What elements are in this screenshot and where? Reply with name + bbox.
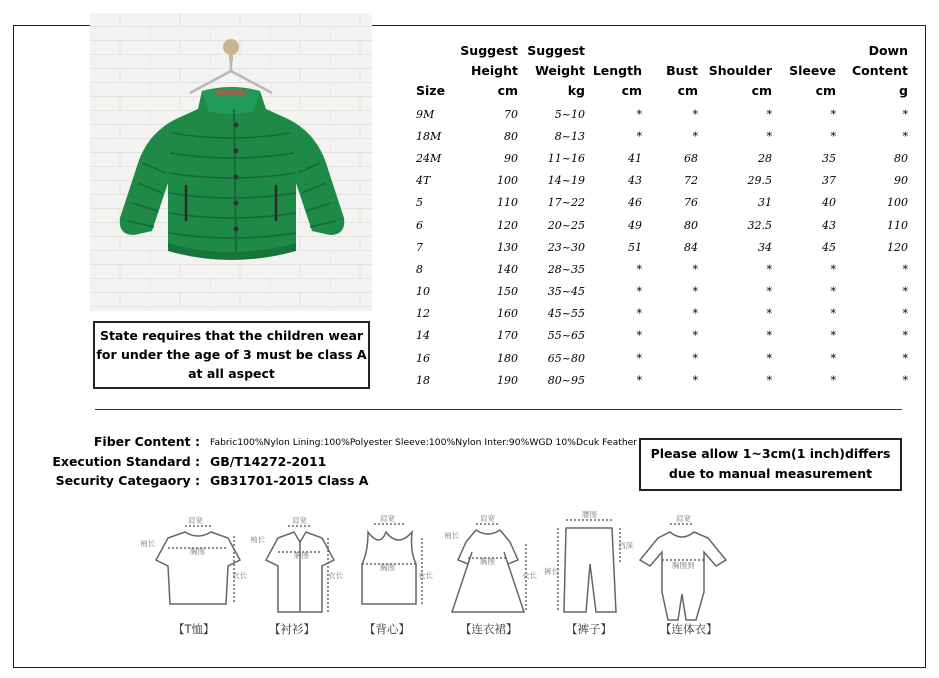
size-chart-cell: * [902, 129, 908, 143]
size-chart-cell: * [766, 351, 772, 365]
size-chart-cell: 65~80 [547, 351, 585, 365]
tshirt-sleeve-term: 袖长 [140, 539, 155, 548]
size-chart-header-line: Size [416, 83, 446, 98]
size-chart-cell: * [830, 329, 836, 343]
size-chart-row [416, 170, 908, 192]
size-chart-header-line: Content [852, 63, 908, 78]
size-chart-cell: 35 [822, 151, 836, 165]
size-chart-cell: 45 [822, 240, 836, 254]
pants-length-term: 裤长 [544, 567, 559, 576]
size-chart-row [416, 325, 908, 347]
size-chart-header-line: kg [567, 83, 585, 98]
size-chart-row [416, 236, 908, 258]
size-chart-header-cell [642, 41, 698, 103]
pants-waist-term: 腰围 [582, 510, 597, 519]
size-chart-cell: 11~16 [547, 151, 585, 165]
size-chart-cell: 49 [628, 218, 642, 232]
size-chart-cell: * [636, 351, 642, 365]
size-chart-row [416, 147, 908, 169]
size-chart-header-line: g [899, 83, 908, 98]
security-category-value: GB31701-2015 Class A [210, 473, 369, 488]
pants-outline-icon [564, 528, 616, 612]
size-chart-cell: * [692, 373, 698, 387]
size-chart-header-line: Down [868, 43, 908, 58]
shirt-sleeve-term: 袖长 [250, 535, 265, 544]
size-chart-row [416, 347, 908, 369]
size-chart-cell: 72 [684, 174, 698, 188]
size-chart-cell: * [766, 107, 772, 121]
measurement-diagram-illustrations [130, 508, 770, 638]
romper-label: 【连体衣】 [660, 622, 718, 636]
size-chart-cell: * [830, 107, 836, 121]
shirt-label: 【衬衫】 [269, 622, 315, 636]
size-chart-cell: 100 [497, 174, 518, 188]
size-chart-body [416, 103, 908, 391]
size-chart-cell: * [902, 329, 908, 343]
size-chart-cell: * [902, 285, 908, 299]
size-chart-cell: * [692, 329, 698, 343]
size-chart-header-cell [416, 41, 458, 103]
size-chart-cell: 120 [497, 218, 518, 232]
size-chart-header-line: Bust [666, 63, 698, 78]
shirt-length-term: 衣长 [328, 571, 343, 580]
size-chart-header-line: Height [470, 63, 518, 78]
size-chart-header-cell [772, 41, 836, 103]
size-chart-cell: * [692, 107, 698, 121]
size-chart-cell: 29.5 [747, 174, 772, 188]
size-chart-cell: * [902, 107, 908, 121]
size-chart-cell: 51 [628, 240, 642, 254]
tshirt-label: 【T恤】 [173, 622, 215, 636]
size-chart-cell: 90 [504, 151, 518, 165]
size-chart-cell: 6 [416, 218, 423, 232]
size-chart-cell: * [692, 285, 698, 299]
size-chart-cell: 150 [497, 285, 518, 299]
size-chart-cell: 45~55 [547, 307, 585, 321]
size-chart-row [416, 214, 908, 236]
size-chart-cell: * [692, 262, 698, 276]
size-chart-cell: 40 [822, 196, 836, 210]
tshirt-length-term: 衣长 [232, 571, 247, 580]
size-chart-cell: 90 [894, 174, 908, 188]
size-chart-cell: 70 [504, 107, 518, 121]
size-chart-cell: 41 [628, 151, 642, 165]
vest-shoulder-term: 肩宽 [380, 514, 395, 523]
size-chart-header-line: Length [592, 63, 642, 78]
section-divider [95, 409, 902, 410]
size-chart-row [416, 281, 908, 303]
size-chart-cell: 55~65 [547, 329, 585, 343]
size-chart-cell: 43 [822, 218, 836, 232]
size-chart-cell: * [636, 129, 642, 143]
size-chart-cell: 76 [684, 196, 698, 210]
size-chart-cell: 12 [416, 307, 430, 321]
size-chart-cell: * [636, 285, 642, 299]
vest-label: 【背心】 [364, 622, 410, 636]
size-chart-header-line: cm [621, 83, 642, 98]
size-chart-cell: 120 [887, 240, 908, 254]
size-chart-cell: 32.5 [747, 218, 772, 232]
size-chart-cell: * [692, 351, 698, 365]
size-chart-cell: * [830, 351, 836, 365]
size-chart-cell: 34 [758, 240, 772, 254]
size-chart-cell: * [636, 307, 642, 321]
size-chart-cell: * [692, 129, 698, 143]
pants-crotch-term: 裆深 [618, 541, 633, 550]
size-chart-cell: 100 [887, 196, 908, 210]
measurement-tolerance-notice: Please allow 1~3cm(1 inch)differs due to manual measurement [639, 438, 902, 491]
dress-chest-term: 胸围 [480, 557, 495, 566]
size-chart-header-line: Shoulder [708, 63, 772, 78]
size-chart-cell: 10 [416, 285, 430, 299]
size-chart-cell: 9M [416, 107, 435, 121]
romper-chest-term: 胸围到 [672, 561, 695, 570]
size-chart-cell: * [766, 373, 772, 387]
size-chart-cell: 130 [497, 240, 518, 254]
size-chart-header-cell [698, 41, 772, 103]
size-chart-header-cell [518, 41, 585, 103]
execution-standard-value: GB/T14272-2011 [210, 454, 327, 469]
size-chart-cell: 17~22 [547, 196, 585, 210]
size-chart-cell: 190 [497, 373, 518, 387]
size-chart-cell: * [636, 107, 642, 121]
size-chart-cell: 24M [416, 151, 442, 165]
size-chart-header-line: Suggest [527, 43, 585, 58]
size-chart-row [416, 192, 908, 214]
size-chart-cell: 80~95 [547, 373, 585, 387]
size-chart-cell: 80 [504, 129, 518, 143]
garment-measurement-diagrams [130, 508, 770, 638]
size-chart-cell: * [830, 307, 836, 321]
tshirt-outline-icon [156, 532, 240, 604]
size-chart-cell: 28 [758, 151, 772, 165]
size-chart-cell: 140 [497, 262, 518, 276]
size-chart-row [416, 369, 908, 391]
size-chart-cell: * [766, 129, 772, 143]
size-chart-row [416, 125, 908, 147]
size-chart-cell: 110 [887, 218, 908, 232]
size-chart-cell: 31 [758, 196, 772, 210]
size-chart-header-line: Weight [535, 63, 585, 78]
size-chart-cell: * [830, 129, 836, 143]
dress-sleeve-term: 袖长 [444, 531, 459, 540]
size-chart-cell: 80 [894, 151, 908, 165]
size-chart-cell: * [766, 329, 772, 343]
size-chart-cell: 110 [497, 196, 518, 210]
tshirt-chest-term: 胸围 [190, 547, 205, 556]
size-chart-header-line: cm [751, 83, 772, 98]
size-chart-cell: 43 [628, 174, 642, 188]
green-puffer-jacket-image [90, 13, 372, 311]
dress-label: 【连衣裙】 [460, 622, 518, 636]
vest-chest-term: 胸围 [380, 563, 395, 572]
security-category-label: Security Categaory : [55, 473, 200, 488]
size-chart-cell: 68 [684, 151, 698, 165]
size-chart-cell: 5~10 [554, 107, 585, 121]
size-chart-row [416, 258, 908, 280]
size-chart-cell: * [902, 351, 908, 365]
size-chart-cell: * [830, 285, 836, 299]
romper-shoulder-term: 肩宽 [676, 514, 691, 523]
size-chart-cell: * [902, 262, 908, 276]
size-chart-cell: 4T [416, 174, 431, 188]
size-chart-cell: * [902, 373, 908, 387]
shirt-chest-term: 胸围 [294, 551, 309, 560]
vest-length-term: 衣长 [418, 571, 433, 580]
size-chart-header-row [416, 41, 908, 103]
size-chart-header-line: Suggest [460, 43, 518, 58]
size-chart-cell: 180 [497, 351, 518, 365]
size-chart-cell: 16 [416, 351, 430, 365]
size-chart-cell: 37 [822, 174, 836, 188]
size-chart-cell: * [830, 262, 836, 276]
size-chart-cell: * [636, 262, 642, 276]
pants-label: 【裤子】 [566, 622, 612, 636]
romper-outline-icon [640, 532, 726, 620]
size-chart-header-line: cm [497, 83, 518, 98]
size-chart-cell: * [902, 307, 908, 321]
size-chart-table [416, 41, 908, 391]
size-chart-cell: 28~35 [547, 262, 585, 276]
dress-length-term: 衣长 [522, 571, 537, 580]
class-a-requirement-notice: State requires that the children wear for under the age of 3 must be class A at all aspect [93, 321, 370, 389]
execution-standard-label: Execution Standard : [52, 454, 200, 469]
size-chart-header-cell [458, 41, 518, 103]
size-chart-cell: * [766, 262, 772, 276]
fiber-content-label: Fiber Content : [93, 434, 200, 449]
size-chart-cell: 170 [497, 329, 518, 343]
size-chart-cell: 160 [497, 307, 518, 321]
size-chart-cell: * [636, 329, 642, 343]
size-chart-cell: * [766, 285, 772, 299]
dress-outline-icon [452, 530, 524, 612]
size-chart-cell: 5 [416, 196, 423, 210]
size-chart-header-line: cm [815, 83, 836, 98]
size-chart-row [416, 103, 908, 125]
size-chart-cell: * [692, 307, 698, 321]
tshirt-shoulder-term: 肩宽 [188, 516, 203, 525]
size-chart-cell: 35~45 [547, 285, 585, 299]
size-chart-cell: 46 [628, 196, 642, 210]
size-chart-cell: 23~30 [547, 240, 585, 254]
size-chart-cell: 18M [416, 129, 442, 143]
size-chart-cell: * [766, 307, 772, 321]
shirt-shoulder-term: 肩宽 [292, 516, 307, 525]
size-chart-cell: 18 [416, 373, 430, 387]
size-chart-row [416, 303, 908, 325]
size-chart-cell: 14 [416, 329, 430, 343]
size-chart-header-cell [836, 41, 908, 103]
size-chart-cell: 80 [684, 218, 698, 232]
dress-shoulder-term: 肩宽 [480, 514, 495, 523]
size-chart-cell: 8~13 [554, 129, 585, 143]
size-chart-header-line: Sleeve [789, 63, 836, 78]
size-chart-cell: 7 [416, 240, 423, 254]
size-chart-cell: 8 [416, 262, 423, 276]
size-chart-cell: 84 [684, 240, 698, 254]
size-chart-cell: * [830, 373, 836, 387]
size-chart-cell: 20~25 [547, 218, 585, 232]
size-chart-cell: * [636, 373, 642, 387]
fiber-content-value: Fabric100%Nylon Lining:100%Polyester Sleeve:100%Nylon Inter:90%WGD 10%Dcuk Feather [210, 437, 638, 448]
size-chart-cell: 14~19 [547, 174, 585, 188]
size-chart-header-line: cm [677, 83, 698, 98]
product-photo [90, 13, 372, 311]
size-chart-header-cell [585, 41, 642, 103]
